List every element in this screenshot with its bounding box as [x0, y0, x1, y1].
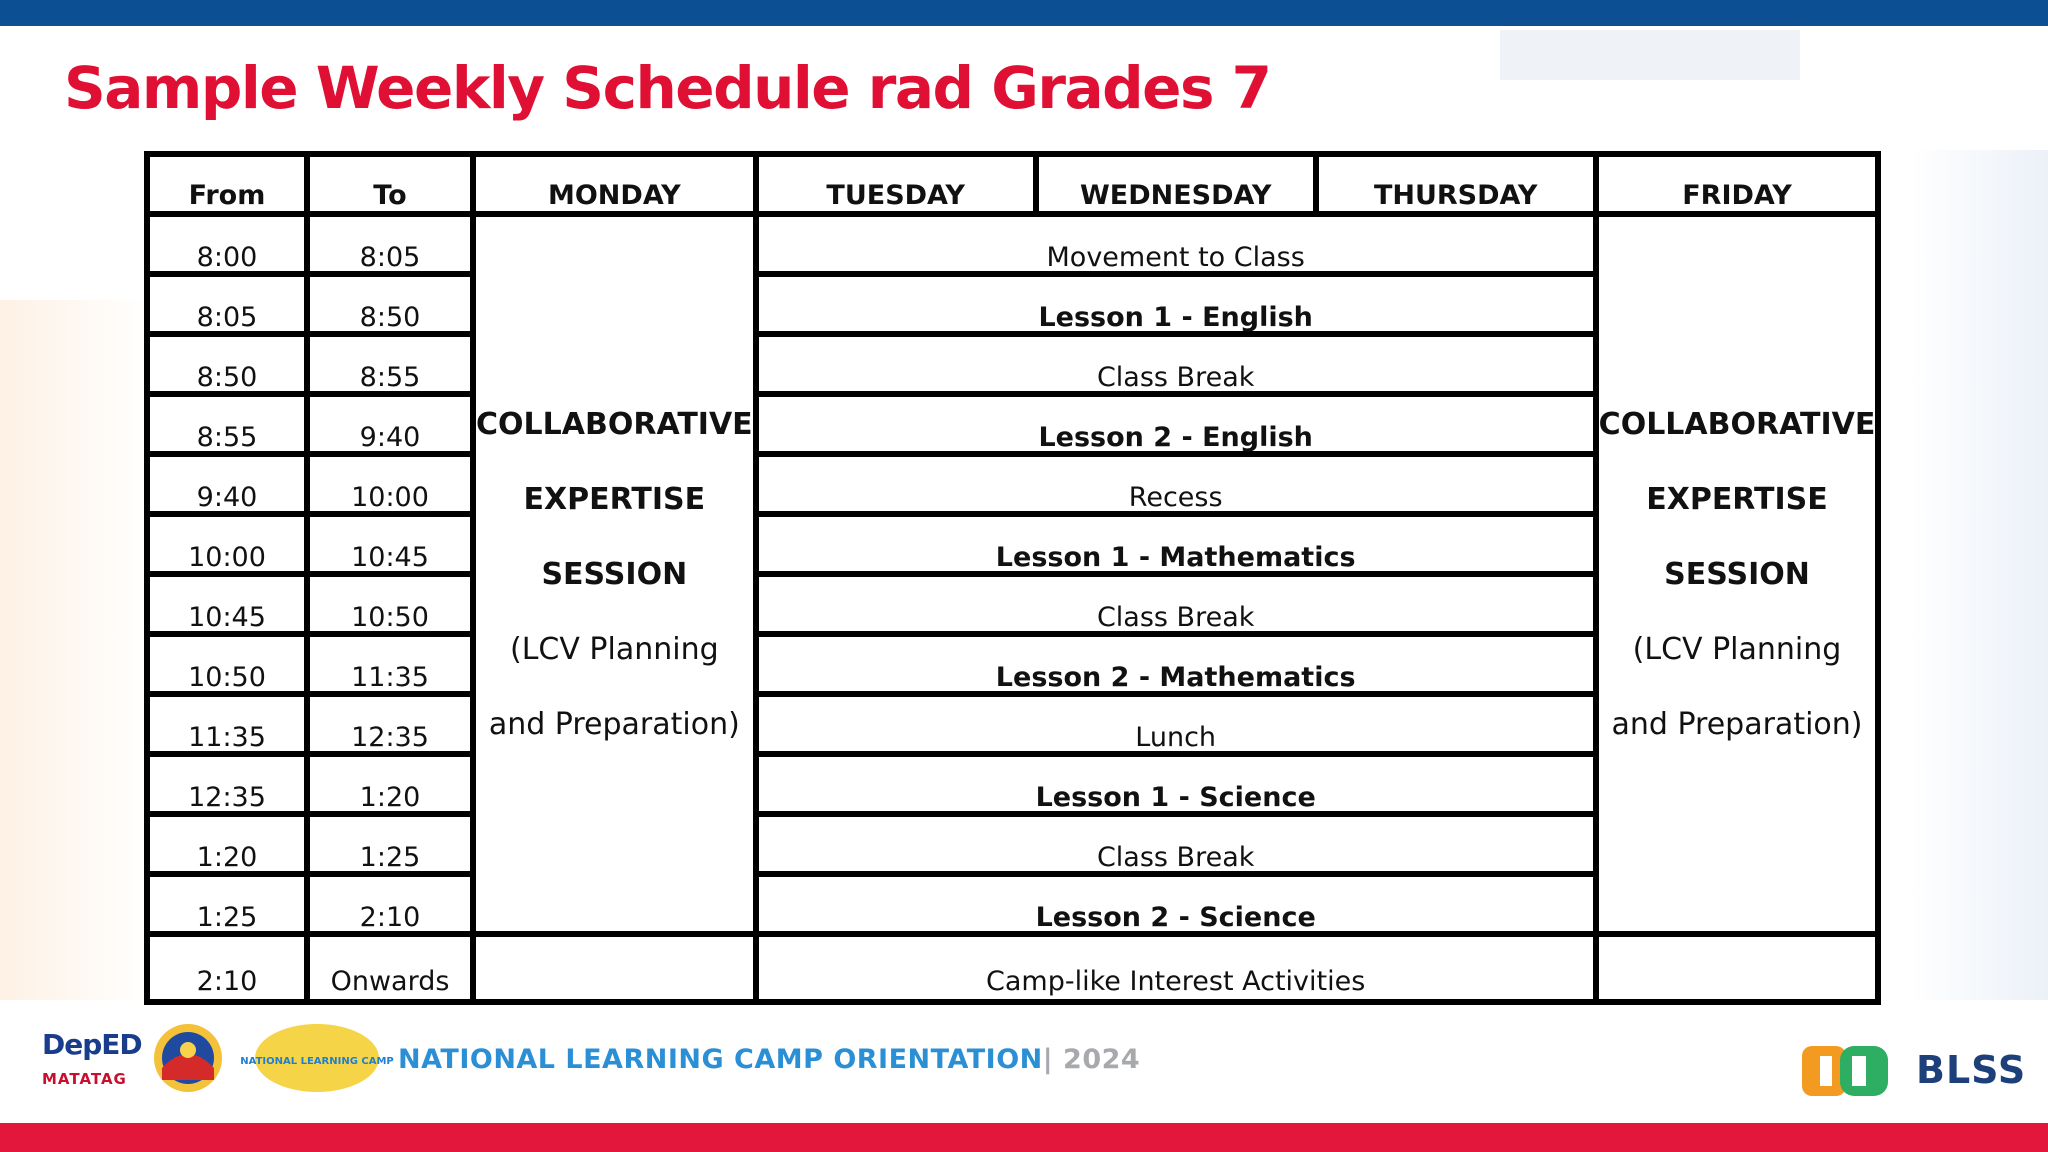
monday-block-line2: EXPERTISE	[523, 481, 706, 517]
activity-cell: Lesson 1 - English	[759, 277, 1593, 331]
background-wash-left	[0, 300, 150, 1000]
slide-title: Sample Weekly Schedule rad Grades 7	[64, 54, 1271, 122]
activity-cell: Movement to Class	[759, 217, 1593, 271]
time-from: 8:50	[150, 337, 304, 391]
deped-logo: DepED	[42, 1028, 142, 1061]
time-to: 8:55	[310, 337, 470, 391]
activity-cell: Lunch	[759, 697, 1593, 751]
time-from: 2:10	[150, 937, 304, 999]
header-from: From	[150, 157, 304, 211]
background-wash-right	[1910, 150, 2048, 1000]
monday-block-line5: and Preparation)	[488, 706, 740, 742]
monday-empty-cell	[476, 937, 753, 999]
bagong-pilipinas-seal-icon	[150, 1020, 226, 1096]
activity-cell: Camp-like Interest Activities	[759, 937, 1593, 999]
orientation-title: NATIONAL LEARNING CAMP ORIENTATION	[398, 1044, 1043, 1075]
activity-cell: Lesson 1 - Science	[759, 757, 1593, 811]
time-to: 2:10	[310, 877, 470, 931]
time-to: 10:45	[310, 517, 470, 571]
time-to: 9:40	[310, 397, 470, 451]
header-monday: MONDAY	[476, 157, 753, 211]
header-friday: FRIDAY	[1599, 157, 1876, 211]
activity-cell: Lesson 2 - Science	[759, 877, 1593, 931]
time-from: 10:50	[150, 637, 304, 691]
friday-block-line1: COLLABORATIVE	[1598, 406, 1876, 442]
nlc-logo-text: NATIONAL LEARNING CAMP	[240, 1056, 394, 1067]
activity-cell: Lesson 2 - English	[759, 397, 1593, 451]
monday-collaborative-session	[476, 217, 753, 931]
time-to: 1:20	[310, 757, 470, 811]
friday-block-line2: EXPERTISE	[1646, 481, 1828, 517]
time-to: 8:05	[310, 217, 470, 271]
time-to: 11:35	[310, 637, 470, 691]
time-from: 11:35	[150, 697, 304, 751]
orientation-year: | 2024	[1042, 1044, 1141, 1075]
time-to: 10:50	[310, 577, 470, 631]
blss-label: BLSS	[1916, 1048, 2027, 1092]
table-row-last	[150, 937, 1875, 999]
monday-block-line3: SESSION	[541, 556, 688, 592]
header-tuesday: TUESDAY	[759, 157, 1033, 211]
monday-block-line4: (LCV Planning	[510, 631, 719, 667]
time-to: 1:25	[310, 817, 470, 871]
time-from: 9:40	[150, 457, 304, 511]
time-from: 10:00	[150, 517, 304, 571]
header-row	[150, 157, 1875, 211]
header-to: To	[310, 157, 470, 211]
friday-block-line4: (LCV Planning	[1632, 631, 1842, 667]
time-from: 8:00	[150, 217, 304, 271]
header-wednesday: WEDNESDAY	[1039, 157, 1313, 211]
background-wash-top	[1500, 30, 1800, 80]
time-from: 10:45	[150, 577, 304, 631]
bottom-color-bar	[0, 1123, 2048, 1152]
activity-cell: Lesson 2 - Mathematics	[759, 637, 1593, 691]
orientation-banner-text	[398, 1044, 1140, 1075]
time-from: 8:55	[150, 397, 304, 451]
friday-block-line3: SESSION	[1664, 556, 1810, 592]
time-to: Onwards	[310, 937, 470, 999]
national-learning-camp-logo	[240, 1018, 394, 1096]
friday-empty-cell	[1599, 937, 1876, 999]
time-to: 10:00	[310, 457, 470, 511]
activity-cell: Class Break	[759, 337, 1593, 391]
friday-block-line5: and Preparation)	[1611, 706, 1863, 742]
weekly-schedule-table	[144, 151, 1881, 1005]
activity-cell: Lesson 1 - Mathematics	[759, 517, 1593, 571]
time-from: 12:35	[150, 757, 304, 811]
time-to: 8:50	[310, 277, 470, 331]
matatag-label: MATATAG	[42, 1070, 127, 1088]
table-row	[150, 217, 1875, 271]
blss-logo-icon	[1800, 1040, 1892, 1100]
friday-collaborative-session	[1599, 217, 1876, 931]
top-color-bar	[0, 0, 2048, 26]
activity-cell: Class Break	[759, 817, 1593, 871]
monday-block-line1: COLLABORATIVE	[476, 406, 753, 442]
header-thursday: THURSDAY	[1319, 157, 1593, 211]
time-from: 8:05	[150, 277, 304, 331]
activity-cell: Recess	[759, 457, 1593, 511]
time-from: 1:25	[150, 877, 304, 931]
time-from: 1:20	[150, 817, 304, 871]
time-to: 12:35	[310, 697, 470, 751]
activity-cell: Class Break	[759, 577, 1593, 631]
